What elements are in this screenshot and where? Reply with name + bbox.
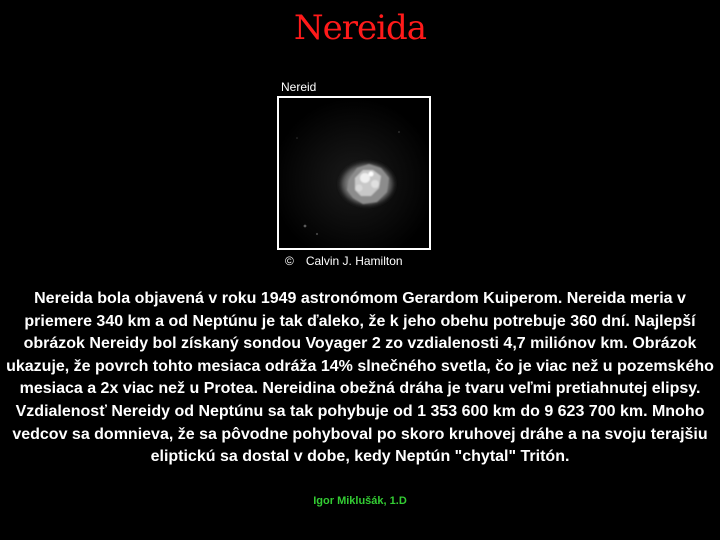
noise-speck [296,137,298,139]
noise-speck [316,233,318,235]
figure-credit [285,254,403,268]
copyright-symbol: © [285,254,294,268]
author-credit: Igor Miklušák, 1.D [313,495,407,507]
description-paragraph: Nereida bola objavená v roku 1949 astronómom Gerardom Kuiperom. Nereida meria v priemere 340 km a od Neptúnu je tak ďaleko, že k jeho obehu potrebuje 360 dní. Najlepší obrázok Nereidy bol získaný sondou Voyager 2 zo vzdialenosti 4,7 miliónov km. Obrázok ukazuje, že povrch tohto mesiaca odráža 14% slnečného svetla, čo je viac než u pozemského mesiaca a 2x viac než u Protea. Nereidina obežná dráha je tvaru veľmi pretiahnutej elipsy. Vzdialenosť Nereidy od Neptúnu sa tak pohybuje od 1 353 600 km do 9 623 700 km. Mnoho vedcov sa domnieva, že sa pôvodne pohyboval po skoro kruhovej dráhe a na svoju terajšiu eliptickú sa dostal v dobe, kedy Neptún "chytal" Tritón. [6,290,714,466]
slide-title: Nereida [293,8,427,48]
nereid-photo-frame [277,96,431,250]
noise-speck [304,225,307,228]
noise-speck [398,131,400,133]
figure-label: Nereid [281,80,317,94]
nereid-photo [279,98,429,248]
nereid-figure [273,76,437,274]
credit-name: Calvin J. Hamilton [305,254,403,268]
